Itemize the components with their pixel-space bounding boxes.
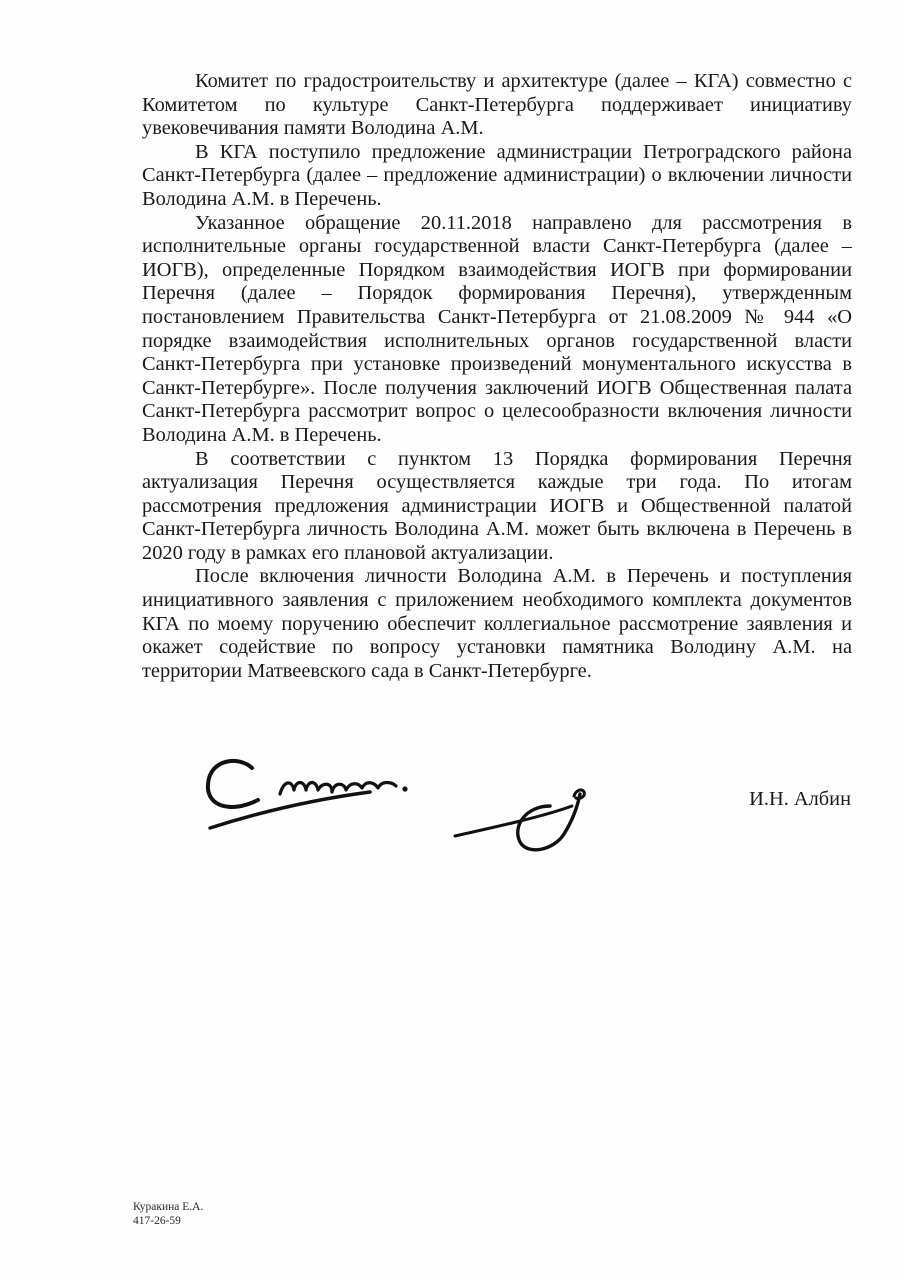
executor-name: Куракина Е.А. <box>133 1201 204 1213</box>
signature-mark <box>450 780 600 860</box>
paragraph-monument: После включения личности Володина А.М. в Перечень и поступления инициативного заявления с приложением необходимого комплекта документов КГА по моему поручению обеспечит коллегиальное рассмотрение заявления и окажет содействие по вопросу установки памятника Володину А.М. на территории Матвеевского сада в Санкт-Петербурге. <box>142 565 852 682</box>
handwritten-closing <box>200 750 430 840</box>
paragraph-proposal: В КГА поступило предложение администрации Петроградского района Санкт-Петербурга (далее – предложение администрации) о включении личности Володина А.М. в Перечень. <box>142 140 852 210</box>
executor-phone: 417-26-59 <box>133 1214 181 1227</box>
paragraph-actualization: В соответствии с пунктом 13 Порядка формирования Перечня актуализация Перечня осуществляется каждые три года. По итогам рассмотрения предложения администрации ИОГВ и Общественной палатой Санкт-Петербурга личность Володина А.М. может быть включена в Перечень в 2020 году в рамках его плановой актуализации. <box>142 447 852 564</box>
paragraph-support: Комитет по градостроительству и архитектуре (далее – КГА) совместно с Комитетом по культуре Санкт-Петербурга поддерживает инициативу увековечивания памяти Володина А.М. <box>142 70 852 140</box>
paragraph-appeal: Указанное обращение 20.11.2018 направлено для рассмотрения в исполнительные органы государственной власти Санкт-Петербурга (далее – ИОГВ), определенные Порядком взаимодействия ИОГВ при формировании Перечня (далее – Порядок формирования Перечня), утвержденным постановлением Правительства Санкт-Петербурга от 21.08.2009 № 944 «О порядке взаимодействия исполнительных органов государственной власти Санкт-Петербурга при установке произведений монументального искусства в Санкт-Петербурге». После получения заключений ИОГВ Общественная палата Санкт-Петербурга рассмотрит вопрос о целесообразности включения личности Володина А.М. в Перечень. <box>142 211 852 446</box>
executor-block <box>133 1201 203 1228</box>
letter-body <box>142 70 852 683</box>
signer-name: И.Н. Албин <box>749 788 851 810</box>
